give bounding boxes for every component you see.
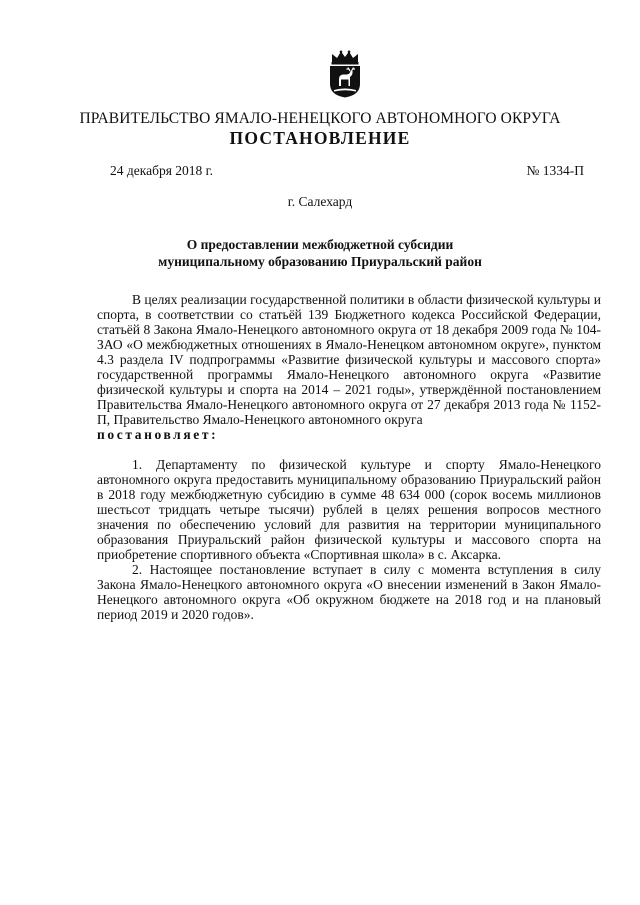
document-city: г. Салехард bbox=[287, 194, 353, 209]
preamble-paragraph bbox=[97, 292, 601, 442]
document-number: № 1334-П bbox=[526, 163, 584, 178]
government-title: ПРАВИТЕЛЬСТВО ЯМАЛО-НЕНЕЦКОГО АВТОНОМНОГО ОКРУГА bbox=[79, 110, 561, 127]
document-date: 24 декабря 2018 г. bbox=[110, 163, 214, 178]
subject-line-1: О предоставлении межбюджетной субсидии bbox=[186, 237, 454, 252]
resolves-word: постановляет: bbox=[97, 427, 219, 442]
item-2-paragraph: 2. Настоящее постановление вступает в силу с момента вступления в силу Закона Ямало-Ненецкого автономного округа «О внесении изменений в Закон Ямало-Ненецкого автономного округа «Об окружном бюджете на 2018 год и на плановый период 2019 и 2020 годов». bbox=[97, 562, 601, 622]
yamal-coat-of-arms-icon bbox=[328, 50, 362, 98]
document-body bbox=[97, 292, 601, 622]
subject-line-2: муниципальному образованию Приуральский район bbox=[158, 254, 482, 269]
document-type-title: ПОСТАНОВЛЕНИЕ bbox=[229, 128, 411, 148]
document-subject bbox=[0, 236, 640, 270]
preamble-text: В целях реализации государственной политики в области физической культуры и спорта, в соответствии со статьёй 139 Бюджетного кодекса Российской Федерации, статьёй 8 Закона Ямало-Ненецкого автономного округа от 18 декабря 2009 года № 104-ЗАО «О межбюджетных отношениях в Ямало-Ненецком автономном округе», пунктом 4.3 раздела IV подпрограммы «Развитие физической культуры и массового спорта» государственной программы Ямало-Ненецкого автономного округа «Развитие физической культуры и спорта на 2014 – 2021 годы», утверждённой постановлением Правительства Ямало-Ненецкого автономного округа от 27 декабря 2013 года № 1152-П, Правительство Ямало-Ненецкого автономного округа bbox=[97, 292, 601, 427]
item-1-paragraph: 1. Департаменту по физической культуре и спорту Ямало-Ненецкого автономного округа предоставить муниципальному образованию Приуральский район в 2018 году межбюджетную субсидию в сумме 48 634 000 (сорок восемь миллионов шестьсот тридцать четыре тысячи) рублей в целях решения вопросов местного значения по обеспечению условий для развития на территории муниципального образования Приуральский район физической культуры и массового спорта на приобретение спортивного объекта «Спортивная школа» в с. Аксарка. bbox=[97, 457, 601, 562]
